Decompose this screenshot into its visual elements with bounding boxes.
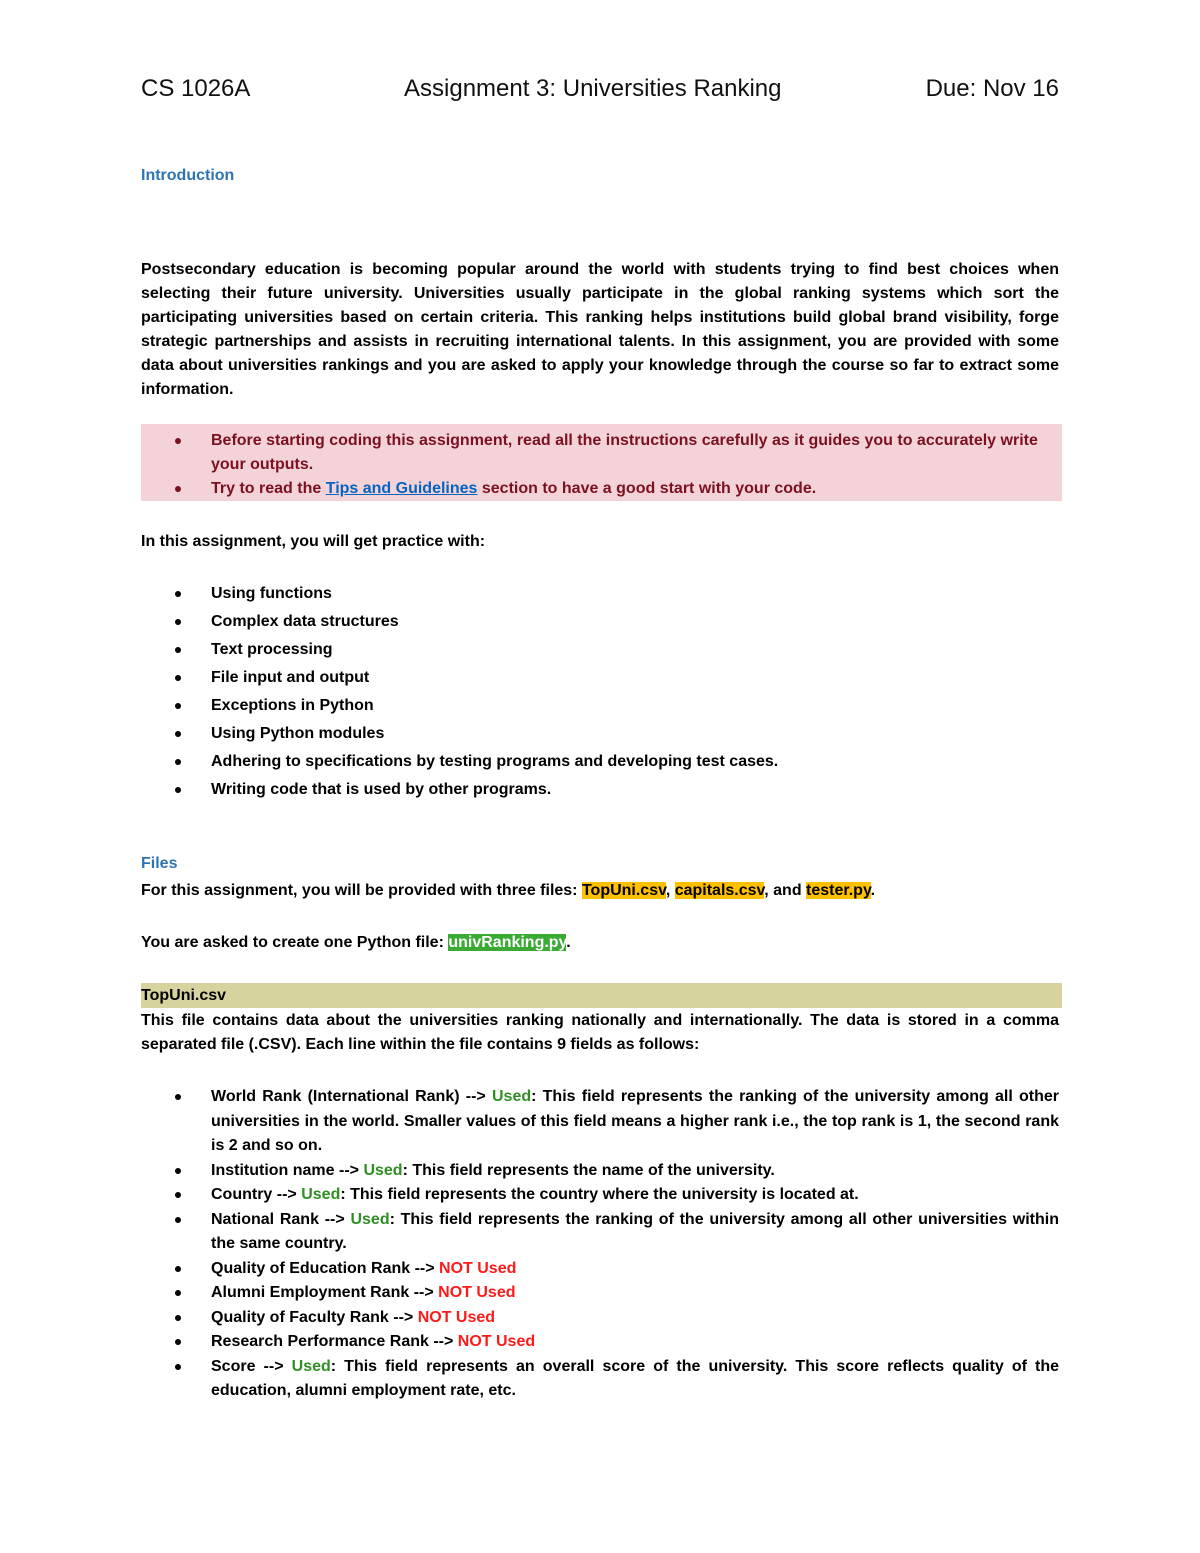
used-label: Used [291,1357,331,1375]
practice-list [141,580,1059,804]
bullet-icon [175,647,181,653]
due-date: Due: Nov 16 [925,75,1059,102]
create-file-line: You are asked to create one Python file: univRanking.py. [141,934,571,951]
list-item: Text processing [141,636,1059,664]
file-tester: tester.py [806,882,871,899]
bullet-icon [175,1094,181,1100]
bullet-icon [175,486,181,492]
used-label: Used [301,1186,341,1203]
bullet-icon [175,675,181,681]
bullet-icon [175,591,181,597]
list-item: Adhering to specifications by testing programs and developing test cases. [141,748,1059,776]
warning-item: Try to read the Tips and Guidelines section to have a good start with your code. [141,477,1059,501]
used-label: Used [350,1210,390,1228]
practice-lead: In this assignment, you will get practice with: [141,533,486,550]
warning-item: Before starting coding this assignment, read all the instructions carefully as it guides you to accurately write your outputs. [141,429,1059,477]
field-item: Alumni Employment Rank --> NOT Used [141,1281,1059,1306]
not-used-label: NOT Used [439,1259,517,1277]
not-used-label: NOT Used [417,1308,496,1326]
field-item: Quality of Education Rank --> NOT Used [141,1257,1059,1282]
course-code: CS 1026A [141,75,251,102]
list-item: Exceptions in Python [141,692,1059,720]
bullet-icon [175,759,181,765]
file-univranking: univRanking.py [448,934,567,951]
introduction-heading: Introduction [141,167,235,184]
bullet-icon [175,703,181,709]
used-label: Used [363,1161,403,1179]
field-item: Country --> Used: This field represents the country where the university is located at. [141,1183,1059,1208]
field-item: World Rank (International Rank) --> Used: This field represents the ranking of the university among all other universities in the world. Smaller values of this field means a higher rank i.e., the top rank is 1, the second rank is 2 and so on. [141,1085,1059,1159]
bullet-icon [175,438,181,444]
introduction-paragraph: Postsecondary education is becoming popular around the world with students trying to find best choices when selecting their future university. Universities usually participate in the global ranking systems which sort the participating universities based on certain criteria. This ranking helps institutions build global brand visibility, forge strategic partnerships and assists in recruiting international talents. In this assignment, you are provided with some data about universities rankings and you are asked to apply your knowledge through the course so far to extract some information. [141,261,1059,398]
fields-list [141,1085,1059,1404]
file-capitals: capitals.csv [674,882,765,899]
not-used-label: NOT Used [457,1333,536,1350]
field-item: Institution name --> Used: This field represents the name of the university. [141,1159,1059,1184]
bullet-icon [175,1266,181,1272]
list-item: Writing code that is used by other programs. [141,776,1059,804]
bullet-icon [175,1339,181,1345]
tips-guidelines-link[interactable]: Tips and Guidelines [325,480,478,497]
bullet-icon [175,1217,181,1223]
bullet-icon [175,1315,181,1321]
bullet-icon [175,1364,181,1370]
warning-list [141,429,1059,501]
field-item: Research Performance Rank --> NOT Used [141,1330,1059,1355]
field-item: National Rank --> Used: This field represents the ranking of the university among all other universities within the same country. [141,1208,1059,1257]
not-used-label: NOT Used [438,1284,516,1301]
bullet-icon [175,1192,181,1198]
field-item: Quality of Faculty Rank --> NOT Used [141,1306,1059,1331]
field-item: Score --> Used: This field represents an overall score of the university. This score reflects quality of the education, alumni employment rate, etc. [141,1355,1059,1404]
list-item: Using functions [141,580,1059,608]
list-item: File input and output [141,664,1059,692]
assignment-title: Assignment 3: Universities Ranking [404,75,782,102]
files-line: For this assignment, you will be provided with three files: TopUni.csv, capitals.csv, and tester.py. [141,882,876,899]
bullet-icon [175,1168,181,1174]
used-label: Used [491,1088,532,1105]
page-header [141,74,1059,108]
bullet-icon [175,787,181,793]
bullet-icon [175,619,181,625]
list-item: Using Python modules [141,720,1059,748]
topuni-section-bar: TopUni.csv [141,983,1062,1008]
files-heading: Files [141,855,178,872]
list-item: Complex data structures [141,608,1059,636]
file-topuni: TopUni.csv [581,882,666,899]
bullet-icon [175,1290,181,1296]
topuni-description: This file contains data about the universities ranking nationally and internationally. The data is stored in a comma separated file (.CSV). Each line within the file contains 9 fields as follows: [141,1012,1059,1053]
bullet-icon [175,731,181,737]
